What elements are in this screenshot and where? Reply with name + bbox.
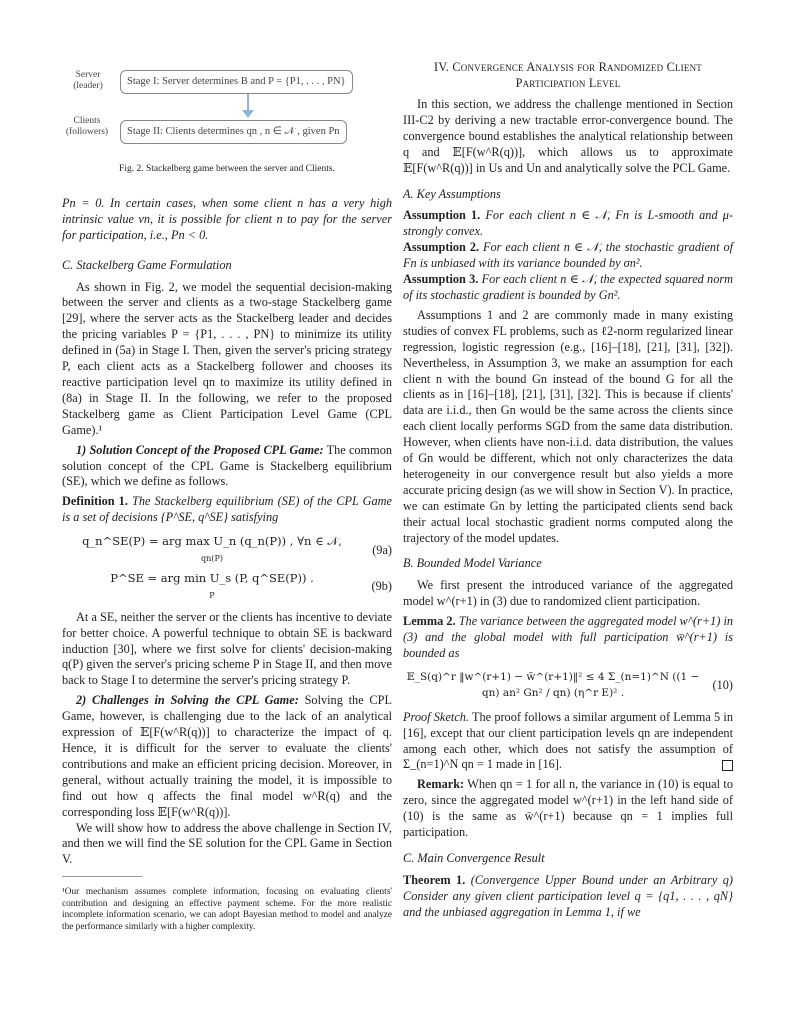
lemma-2-label: Lemma 2. (403, 614, 456, 629)
assumption-2-label: Assumption 2. (403, 240, 480, 255)
equation-9b-body: P^SE = arg min U_s (P, q^SE(P)) . (110, 570, 314, 585)
definition-text: The Stackelberg equilibrium (SE) of the CPL Game is a set of decisions {P^SE, q^SE} satisfying (62, 494, 393, 525)
assumption-1-text: For each client n ∈ 𝒩, Fn is L-smooth and μ-strongly convex. (403, 208, 734, 239)
lemma-2-text: The variance between the aggregated model w^(r+1) in (3) and the global model with full participation w̄^(r+1) is bounded as (403, 614, 734, 660)
theorem-1-label: Theorem 1. (403, 872, 466, 887)
left-intro: Pn = 0. In certain cases, when some client n has a very high intrinsic value vn, it is possible for client n to pay for the server for participation, i.e., Pn < 0. (62, 195, 392, 242)
proof-text: The proof follows a similar argument of Lemma 5 in [16], except that our client participation levels qn are independent among each other, which does not satisfy the assumption of Σ_(n=1)^N qn = 1 made in [16]. (403, 709, 734, 772)
assumption-1-label: Assumption 1. (403, 208, 481, 223)
subsection-2-text: Solving the CPL Game, however, is challenging due to the lack of an analytical expression of 𝔼[F(w^R(q))] to characterize the impact of q. Hence, it is difficult for the server to evaluate the clients' contributions and make an efficient pricing decision. Moreover, in general, without actually training the model, it is impossible to find out how q affects the final model w^R(q) and the corresponding loss 𝔼[F(w^R(q))]. (62, 693, 392, 819)
section-c-title: C. Stackelberg Game Formulation (62, 257, 232, 272)
equation-10 (403, 670, 733, 702)
subsection-1-title: 1) Solution Concept of the Proposed CPL Game: (76, 442, 324, 457)
qed-icon (722, 760, 733, 771)
equation-9b-sub: P (209, 590, 215, 600)
section-iv-title: IV. Convergence Analysis for Randomized Client Participation Level (434, 60, 702, 90)
equation-10-number: (10) (712, 677, 733, 692)
assumptions-discussion: Assumptions 1 and 2 are commonly made in many existing studies of convex FL problems, such as ℓ2-norm regularized linear regression, logistic regression (e.g., [16]–[18], [21], [31], [32]). Nevertheless, in Assumption 3, we make an assumption for each client n with the bound Gn instead of the bound G for all the clients as in [16]–[18], [21], [31], [32]. This is because if clients' data are i.i.d., then Gn would be the same across the clients since each client locally performs SGD from the same data distribution. However, when clients have non-i.i.d. data distribution, the values of Gn would be different, which not only characterizes the data heterogeneity in our convergence result but also yields a more accurate pricing design (as we will show in Section V). In practice, we can estimate Gn by letting the participated clients send back their actual local stochastic gradient norms computed along the trajectory of the model updates. (403, 307, 733, 545)
equation-9a-sub: qn(P) (201, 554, 223, 564)
assumption-3-text: For each client n ∈ 𝒩, the expected squared norm of its stochastic gradient is bounded by Gn². (403, 272, 734, 302)
theorem-1-text: (Convergence Upper Bound under an Arbitrary q) Consider any given client participation level q = {q1, . . . , qN} and the unbiased aggregation in Lemma 1, if we (403, 872, 734, 919)
subsection-1-text: The common solution concept of the CPL Game is Stackelberg equilibrium (SE), which we define as follows. (62, 442, 392, 489)
left-para3: We will show how to address the above challenge in Section IV, and then we will find the SE solution for the CPL Game in Section V. (62, 820, 392, 867)
arrow-down-icon (242, 110, 254, 118)
assumption-3-label: Assumption 3. (403, 272, 479, 287)
subsection-2-title: 2) Challenges in Solving the CPL Game: (76, 693, 299, 708)
definition-label: Definition 1. (62, 494, 128, 509)
remark-text: When qn = 1 for all n, the variance in (10) is equal to zero, since the aggregated model w^(r+1) in the left hand side of (10) is the same as w̄^(r+1) because qn = 1 implies full participation. (403, 777, 733, 840)
subsection-a-title: A. Key Assumptions (403, 186, 501, 201)
proof-label: Proof Sketch. (403, 709, 469, 724)
left-column (62, 60, 392, 933)
equation-9b (62, 571, 392, 604)
right-intro: In this section, we address the challenge mentioned in Section III-C2 by deriving a new tractable error-convergence bound. The convergence bound establishes the analytical relationship between q and 𝔼[F(w^R(q))], which allows us to approximate 𝔼[F(w^R(q))] in Us and Un and analytically solve the PCL Game. (403, 97, 733, 175)
stage1-box: Stage I: Server determines B and P = {P1, . . . , PN} (120, 70, 353, 94)
left-para2: At a SE, neither the server or the clients has incentive to deviate for better choice. A powerful technique to obtain SE is backward induction [30], where we first solve for clients' decision-making q(P) given the server's pricing scheme P in Stage II, and then move back to Stage I to determine the server's pricing strategy P. (62, 609, 392, 688)
clients-label: Clients (followers) (65, 116, 109, 137)
footnote-rule (62, 876, 142, 877)
remark-label: Remark: (417, 777, 465, 792)
equation-9b-number: (9b) (371, 579, 392, 594)
equation-9a-body: q_n^SE(P) = arg max U_n (q_n(P)) , ∀n ∈ 𝒩, (82, 534, 342, 549)
equation-9a (62, 534, 392, 567)
figure-2 (62, 60, 392, 160)
left-para1: As shown in Fig. 2, we model the sequential decision-making between the server and clients as a two-stage Stackelberg game [29], where the server acts as the Stackelberg leader and decides the pricing variables P = {P1, . . . , PN} to minimize its utility defined in (5a) in Stage I. Then, given the server's pricing strategy P, each client acts as a Stackelberg follower and chooses its reactive participation level qn to maximize its utility defined in (8a) in Stage II. In the following, we refer to the proposed Stackelberg game as Client Participation Level Game (CPL Game).¹ (62, 279, 392, 437)
assumption-2-text: For each client n ∈ 𝒩, the stochastic gradient of Fn is unbiased with its variance bounded by σn². (403, 240, 734, 271)
equation-9a-number: (9a) (372, 542, 392, 557)
footnote: ¹Our mechanism assumes complete information, focusing on evaluating clients' contribution and designing an effective payment scheme. For the more realistic incomplete information scenario, we can adopt Bayesian method to model and analyze the performance similarly with a higher complexity. (62, 887, 392, 932)
server-label: Server (leader) (73, 70, 103, 91)
stage2-box: Stage II: Clients determines qn , n ∈ 𝒩 , given Pn (120, 120, 347, 144)
equation-10-body: 𝔼_S(q)^r ‖w^(r+1) − w̄^(r+1)‖² ≤ 4 Σ_(n=1)^N ((1 − qn) an² Gn² / qn) (η^r E)² . (406, 670, 700, 699)
subsection-c-title: C. Main Convergence Result (403, 850, 545, 865)
subsection-b-title: B. Bounded Model Variance (403, 556, 542, 571)
right-column (403, 60, 733, 921)
right-para-b: We first present the introduced variance of the aggregated model w^(r+1) in (3) due to randomized client participation. (403, 578, 733, 609)
figure-caption: Fig. 2. Stackelberg game between the server and Clients. (119, 164, 335, 174)
